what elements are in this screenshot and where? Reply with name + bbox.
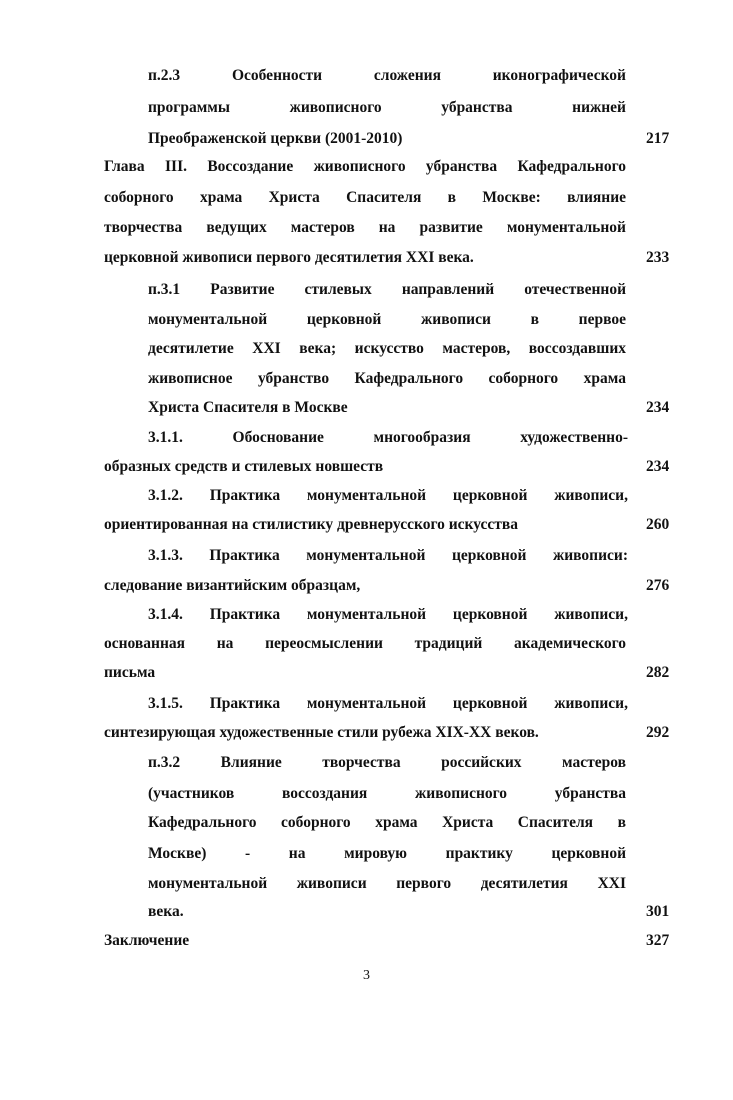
toc-line: (участников воссоздания живописного убранства [148, 785, 626, 802]
toc-line: 3.1.1. Обоснование многообразия художественно- [148, 429, 628, 446]
toc-line: 3.1.4. Практика монументальной церковной живописи, [148, 606, 628, 623]
toc-line: образных средств и стилевых новшеств [104, 458, 384, 475]
toc-line: 3.1.3. Практика монументальной церковной живописи: [148, 547, 628, 564]
toc-line: монументальной церковной живописи в первое [148, 311, 626, 328]
toc-page-number: 327 [646, 932, 670, 949]
toc-line: живописное убранство Кафедрального соборного храма [148, 370, 626, 387]
toc-line: синтезирующая художественные стили рубежа XIX-XX веков. [104, 724, 539, 741]
page-footer-number: 3 [363, 968, 370, 983]
toc-line: десятилетие XXI века; искусство мастеров, воссоздавших [148, 340, 626, 357]
toc-line: Москве) - на мировую практику церковной [148, 845, 626, 862]
toc-page-number: 234 [646, 458, 670, 475]
toc-line: Христа Спасителя в Москве [148, 399, 348, 416]
toc-line: ориентированная на стилистику древнерусского искусства [104, 516, 519, 533]
toc-line: письма [104, 664, 156, 681]
toc-line: Глава III. Воссоздание живописного убранства Кафедрального [104, 158, 626, 175]
toc-line: п.2.3 Особенности сложения иконографической [148, 67, 626, 84]
toc-line: монументальной живописи первого десятилетия XXI [148, 875, 626, 892]
toc-line: церковной живописи первого десятилетия XXI века. [104, 249, 474, 266]
toc-line: основанная на переосмыслении традиций академического [104, 635, 626, 652]
toc-page-number: 276 [646, 577, 670, 594]
toc-line: соборного храма Христа Спасителя в Москве: влияние [104, 189, 626, 206]
toc-page-number: 292 [646, 724, 670, 741]
toc-line: века. [148, 903, 184, 920]
toc-page-number: 301 [646, 903, 670, 920]
toc-page-number: 217 [646, 130, 670, 147]
toc-line: п.3.2 Влияние творчества российских мастеров [148, 754, 626, 771]
toc-line: п.3.1 Развитие стилевых направлений отечественной [148, 281, 626, 298]
toc-page-number: 233 [646, 249, 670, 266]
toc-page-number: 260 [646, 516, 670, 533]
toc-line: Кафедрального соборного храма Христа Спасителя в [148, 814, 626, 831]
toc-page-number: 282 [646, 664, 670, 681]
toc-line: творчества ведущих мастеров на развитие монументальной [104, 219, 626, 236]
toc-line: программы живописного убранства нижней [148, 99, 626, 116]
toc-line: 3.1.5. Практика монументальной церковной живописи, [148, 695, 628, 712]
toc-line: Преображенской церкви (2001-2010) [148, 130, 403, 147]
toc-line: следование византийским образцам, [104, 577, 361, 594]
toc-page-number: 234 [646, 399, 670, 416]
toc-line: 3.1.2. Практика монументальной церковной живописи, [148, 487, 628, 504]
toc-line: Заключение [104, 932, 190, 949]
